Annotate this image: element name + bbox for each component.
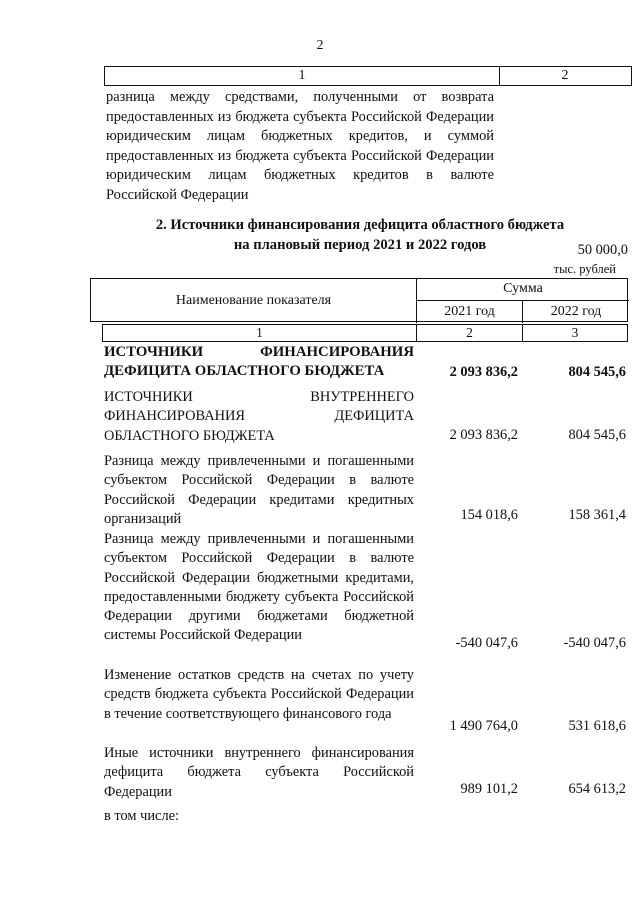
table-row-value-2021: 1 490 764,0 [449,718,518,734]
table-row-value-2022: -540 047,6 [563,635,626,651]
units-label: тыс. рублей [553,262,616,276]
header-name: Наименование показателя [91,279,417,323]
table-header [90,278,628,340]
table-row-label: Изменение остатков средств на счетах по учету средств бюджета субъекта Российской Федерации в течение соответствующего финансового года [104,667,414,722]
section-title [90,215,630,255]
column-number-1: 1 [103,325,417,341]
table-row-value-2022: 654 613,2 [568,781,626,797]
column-numbers-row [102,324,628,342]
column-number-2: 2 [417,325,523,341]
section-title-line2: на плановый период 2021 и 2022 годов [233,237,487,253]
table-row-label: Разница между привлеченными и погашенными субъектом Российской Федерации в валюте Российской Федерации бюджетными кредитами, предоставленными бюджету субъекта Российской Федерации другими бюджетами бюджетной системы Российской Федерации [104,531,414,644]
column-number-3: 3 [571,325,579,340]
table-row-value-2022: 531 618,6 [568,718,626,734]
table-row-label: Иные источники внутреннего финансирования дефицита бюджета субъекта Российской Федерации [104,745,414,800]
table-row-value-2021: -540 047,6 [455,635,518,651]
table-header-box [90,278,628,322]
table-row-value-2022: 804 545,6 [568,364,626,380]
continuation-row-value: 50 000,0 [577,242,628,258]
section-title-line1: 2. Источники финансирования дефицита областного бюджета [155,217,565,233]
col2-header: 2 [561,68,569,83]
header-year-2021: 2021 год [417,301,523,323]
table-row-value-2021: 2 093 836,2 [449,427,518,443]
continuation-table-header [104,66,632,86]
table-row-value-2021: 2 093 836,2 [449,364,518,380]
table-row-label: ИСТОЧНИКИ ФИНАНСИРОВАНИЯ ДЕФИЦИТА ОБЛАСТНОГО БЮДЖЕТА [104,344,414,380]
header-sum: Сумма [417,279,629,301]
continuation-row-label: разница между средствами, полученными от возврата предоставленных из бюджета субъекта Российской Федерации юридическим лицам бюджетных кредитов, и суммой предоставленных из бюджета субъекта Российской Федерации юридическим лицам бюджетных кредитов в валюте Российской Федерации [106,89,494,203]
footnote-including: в том числе: [104,808,180,824]
table-row-label: ИСТОЧНИКИ ВНУТРЕННЕГО ФИНАНСИРОВАНИЯ ДЕФИЦИТА ОБЛАСТНОГО БЮДЖЕТА [104,389,414,444]
table-row-label: Разница между привлеченными и погашенными субъектом Российской Федерации в валюте Российской Федерации кредитами кредитных организаций [104,453,414,527]
col1-header: 1 [105,67,500,85]
table-row-value-2022: 158 361,4 [568,507,626,523]
header-year-2022: 2022 год [550,304,602,319]
page-number: 2 [316,38,324,53]
table-row-value-2022: 804 545,6 [568,427,626,443]
table-row-value-2021: 154 018,6 [460,507,518,523]
table-row-value-2021: 989 101,2 [460,781,518,797]
